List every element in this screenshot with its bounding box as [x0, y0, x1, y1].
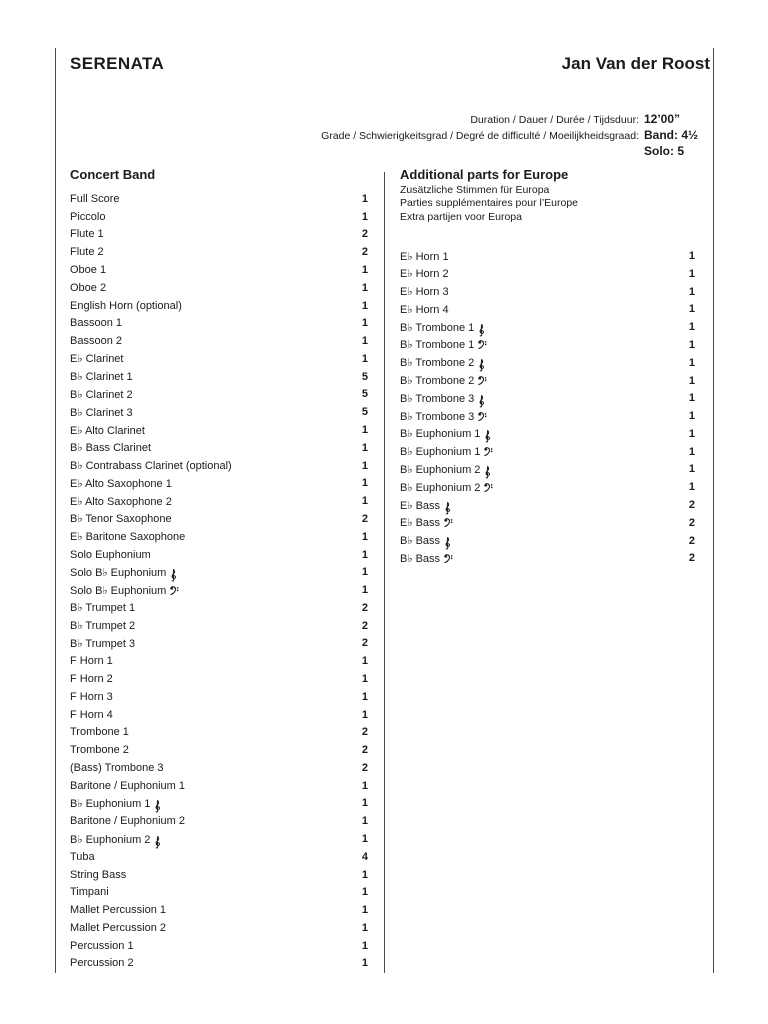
- instrument-row: [70, 528, 368, 546]
- instrument-label: Mallet Percussion 1: [70, 904, 166, 917]
- quantity: 2: [361, 637, 368, 650]
- instrument-row: [400, 532, 695, 550]
- concert-band-column: [70, 167, 368, 972]
- quantity: 1: [361, 459, 368, 472]
- instrument-row: [400, 478, 695, 496]
- instrument-row: [70, 421, 368, 439]
- quantity: 1: [688, 481, 695, 494]
- quantity: 1: [361, 833, 368, 846]
- instrument-label: Flute 1: [70, 228, 104, 241]
- instrument-row: [70, 795, 368, 813]
- instrument-label: B♭ Trombone 3: [400, 410, 475, 423]
- instrument-row: [70, 492, 368, 510]
- instrument-row: [70, 350, 368, 368]
- instrument-row: [70, 563, 368, 581]
- europe-parts-column: [400, 167, 695, 567]
- instrument-row: [400, 443, 695, 461]
- instrument-row: [400, 354, 695, 372]
- treble-clef-icon: [478, 395, 485, 408]
- instrument-label: Piccolo: [70, 210, 106, 223]
- quantity: 2: [688, 552, 695, 565]
- instrument-row: [70, 652, 368, 670]
- quantity: 2: [361, 619, 368, 632]
- quantity: 1: [688, 427, 695, 440]
- instrument-label: English Horn (optional): [70, 299, 182, 312]
- quantity: 1: [361, 317, 368, 330]
- duration-row: [100, 112, 710, 128]
- bass-clef-icon: [478, 412, 487, 421]
- quantity: 1: [688, 392, 695, 405]
- instrument-row: [70, 439, 368, 457]
- treble-clef-icon: [154, 836, 161, 849]
- quantity: 2: [361, 761, 368, 774]
- column-divider-rule: [384, 172, 385, 973]
- instrument-label: F Horn 3: [70, 690, 113, 703]
- instrument-row: [70, 688, 368, 706]
- treble-clef-icon: [484, 466, 491, 479]
- grade-band-value: Band: 4½: [644, 127, 699, 142]
- instrument-row: [400, 496, 695, 514]
- quantity: 4: [361, 850, 368, 863]
- quantity: 1: [361, 530, 368, 543]
- quantity: 1: [688, 321, 695, 334]
- quantity: 1: [688, 285, 695, 298]
- quantity: 1: [361, 548, 368, 561]
- quantity: 2: [688, 534, 695, 547]
- instrument-label: B♭ Trumpet 2: [70, 620, 136, 633]
- instrument-label: E♭ Horn 1: [400, 250, 449, 263]
- bass-clef-icon: [170, 586, 179, 595]
- instrument-label: B♭ Bass: [400, 552, 441, 565]
- instrument-row: [70, 243, 368, 261]
- instrument-label: Trombone 1: [70, 726, 129, 739]
- instrument-label: Mallet Percussion 2: [70, 921, 166, 934]
- treble-clef-icon: [478, 324, 485, 337]
- instrument-label: (Bass) Trombone 3: [70, 761, 164, 774]
- quantity: 1: [361, 264, 368, 277]
- instrument-label: B♭ Trombone 2: [400, 357, 475, 370]
- instrument-label: F Horn 4: [70, 708, 113, 721]
- treble-clef-icon: [484, 430, 491, 443]
- quantity: 1: [361, 690, 368, 703]
- quantity: 1: [361, 886, 368, 899]
- instrument-label: Solo B♭ Euphonium: [70, 584, 167, 597]
- instrument-row: [400, 336, 695, 354]
- instrument-row: [70, 848, 368, 866]
- quantity: 1: [688, 445, 695, 458]
- duration-value: 12’00”: [644, 112, 681, 126]
- instrument-label: B♭ Clarinet 3: [70, 406, 133, 419]
- instrument-label: E♭ Alto Saxophone 1: [70, 477, 172, 490]
- instrument-label: B♭ Clarinet 2: [70, 388, 133, 401]
- instrument-row: [70, 866, 368, 884]
- quantity: 1: [688, 374, 695, 387]
- grade-solo-value: Solo: 5: [644, 143, 685, 158]
- instrument-label: B♭ Euphonium 2: [70, 833, 151, 846]
- instrument-row: [70, 297, 368, 315]
- instrument-label: B♭ Trumpet 1: [70, 602, 136, 615]
- duration-label: Duration / Dauer / Durée / Tijdsduur:: [470, 114, 639, 126]
- quantity: 1: [361, 424, 368, 437]
- instrument-label: B♭ Bass: [400, 535, 441, 548]
- quantity: 1: [361, 566, 368, 579]
- instrument-label: Percussion 1: [70, 939, 134, 952]
- instrument-row: [70, 190, 368, 208]
- instrument-row: [70, 617, 368, 635]
- instrument-label: Baritone / Euphonium 1: [70, 779, 185, 792]
- instrument-row: [70, 777, 368, 795]
- instrument-row: [70, 332, 368, 350]
- europe-parts-list: [400, 247, 695, 567]
- instrument-row: [70, 314, 368, 332]
- instrument-row: [70, 670, 368, 688]
- instrument-row: [70, 226, 368, 244]
- quantity: 1: [361, 708, 368, 721]
- bass-clef-icon: [444, 554, 453, 563]
- instrument-row: [70, 723, 368, 741]
- instrument-label: E♭ Bass: [400, 499, 441, 512]
- instrument-label: B♭ Contrabass Clarinet (optional): [70, 460, 232, 473]
- instrument-label: Solo B♭ Euphonium: [70, 566, 167, 579]
- bass-clef-icon: [478, 340, 487, 349]
- quantity: 1: [688, 356, 695, 369]
- instrument-row: [70, 937, 368, 955]
- instrument-label: Oboe 1: [70, 264, 107, 277]
- instrument-label: E♭ Alto Clarinet: [70, 424, 145, 437]
- instrument-row: [400, 549, 695, 567]
- instrument-label: Trombone 2: [70, 744, 129, 757]
- instrument-label: E♭ Baritone Saxophone: [70, 531, 186, 544]
- instrument-label: B♭ Euphonium 2: [400, 463, 481, 476]
- instrument-label: String Bass: [70, 868, 127, 881]
- instrument-label: Bassoon 1: [70, 317, 122, 330]
- europe-subtitle-de: Zusätzliche Stimmen für Europa: [400, 184, 550, 196]
- instrument-row: [70, 741, 368, 759]
- quantity: 2: [361, 512, 368, 525]
- instrument-row: [400, 425, 695, 443]
- quantity: 1: [361, 957, 368, 970]
- concert-band-heading: Concert Band: [70, 167, 156, 182]
- instrument-label: F Horn 1: [70, 655, 113, 668]
- instrument-row: [70, 261, 368, 279]
- quantity: 1: [361, 477, 368, 490]
- quantity: 1: [361, 779, 368, 792]
- quantity: 1: [361, 868, 368, 881]
- instrument-label: Oboe 2: [70, 281, 107, 294]
- quantity: 1: [361, 939, 368, 952]
- bass-clef-icon: [484, 483, 493, 492]
- bass-clef-icon: [478, 376, 487, 385]
- quantity: 1: [361, 335, 368, 348]
- instrument-row: [70, 919, 368, 937]
- instrument-row: [400, 265, 695, 283]
- quantity: 2: [688, 499, 695, 511]
- quantity: 2: [688, 516, 695, 529]
- bass-clef-icon: [484, 447, 493, 456]
- work-info-block: [100, 112, 710, 159]
- quantity: 1: [361, 815, 368, 828]
- instrument-row: [70, 208, 368, 226]
- instrument-row: [70, 635, 368, 653]
- instrument-label: Full Score: [70, 192, 120, 205]
- instrument-label: B♭ Trumpet 3: [70, 637, 136, 650]
- instrument-label: Bassoon 2: [70, 335, 122, 348]
- quantity: 5: [361, 406, 368, 419]
- instrument-row: [70, 830, 368, 848]
- quantity: 2: [361, 228, 368, 241]
- quantity: 1: [361, 672, 368, 685]
- instrument-row: [70, 759, 368, 777]
- instrument-row: [70, 510, 368, 528]
- instrument-label: B♭ Trombone 1: [400, 321, 475, 334]
- grade-row: [100, 128, 710, 144]
- europe-parts-heading: Additional parts for Europe: [400, 167, 569, 182]
- instrument-row: [70, 457, 368, 475]
- quantity: 1: [688, 250, 695, 263]
- instrument-row: [70, 581, 368, 599]
- quantity: 1: [361, 441, 368, 454]
- instrument-label: Flute 2: [70, 246, 104, 259]
- quantity: 5: [361, 370, 368, 383]
- instrument-label: B♭ Euphonium 1: [400, 446, 481, 459]
- instrument-row: [400, 301, 695, 319]
- instrument-row: [70, 368, 368, 386]
- quantity: 1: [688, 338, 695, 351]
- instrument-label: E♭ Horn 4: [400, 303, 449, 316]
- instrument-label: Timpani: [70, 886, 109, 899]
- quantity: 1: [688, 303, 695, 316]
- quantity: 1: [361, 495, 368, 508]
- quantity: 1: [361, 797, 368, 810]
- instrument-row: [70, 403, 368, 421]
- quantity: 1: [688, 410, 695, 423]
- instrument-label: B♭ Tenor Saxophone: [70, 513, 172, 526]
- instrument-label: Baritone / Euphonium 2: [70, 815, 185, 828]
- quantity: 2: [361, 726, 368, 739]
- quantity: 1: [361, 281, 368, 294]
- instrument-label: Solo Euphonium: [70, 548, 151, 561]
- grade-label: Grade / Schwierigkeitsgrad / Degré de difficulté / Moeilijkheidsgraad:: [321, 129, 639, 142]
- instrument-label: B♭ Trombone 3: [400, 392, 475, 405]
- quantity: 2: [361, 744, 368, 757]
- solo-grade-row: [100, 144, 710, 160]
- instrument-label: B♭ Trombone 2: [400, 375, 475, 388]
- instrument-row: [70, 812, 368, 830]
- instrument-row: [400, 283, 695, 301]
- quantity: 2: [361, 601, 368, 614]
- quantity: 1: [361, 192, 368, 205]
- instrument-label: E♭ Clarinet: [70, 353, 124, 366]
- instrument-label: E♭ Bass: [400, 517, 441, 530]
- instrument-row: [70, 386, 368, 404]
- quantity: 1: [361, 584, 368, 597]
- instrument-row: [400, 461, 695, 479]
- quantity: 1: [361, 352, 368, 365]
- quantity: 1: [361, 904, 368, 917]
- right-page-rule: [713, 48, 714, 973]
- europe-subtitle-fr: Parties supplémentaires pour l’Europe: [400, 197, 579, 210]
- instrument-label: B♭ Euphonium 2: [400, 481, 481, 494]
- instrument-row: [70, 475, 368, 493]
- left-page-rule: [55, 48, 56, 973]
- concert-band-list: [70, 190, 368, 972]
- quantity: 1: [361, 299, 368, 312]
- treble-clef-icon: [170, 569, 177, 582]
- quantity: 1: [688, 463, 695, 476]
- treble-clef-icon: [478, 359, 485, 372]
- spacer: [400, 224, 695, 247]
- instrument-label: E♭ Horn 2: [400, 268, 449, 281]
- treble-clef-icon: [154, 800, 161, 813]
- instrument-label: E♭ Horn 3: [400, 286, 449, 299]
- instrument-row: [400, 389, 695, 407]
- instrument-row: [70, 901, 368, 919]
- instrument-row: [400, 318, 695, 336]
- instrument-row: [400, 372, 695, 390]
- quantity: 2: [361, 246, 368, 259]
- quantity: 1: [361, 210, 368, 223]
- quantity: 1: [688, 267, 695, 280]
- instrument-row: [70, 279, 368, 297]
- treble-clef-icon: [444, 502, 451, 515]
- europe-subtitle-nl: Extra partijen voor Europa: [400, 210, 522, 223]
- instrument-label: Tuba: [70, 850, 95, 863]
- quantity: 1: [361, 655, 368, 668]
- quantity: 1: [361, 921, 368, 934]
- instrument-label: E♭ Alto Saxophone 2: [70, 495, 172, 508]
- treble-clef-icon: [444, 537, 451, 550]
- instrument-label: B♭ Euphonium 1: [70, 797, 151, 810]
- instrument-label: B♭ Euphonium 1: [400, 428, 481, 441]
- instrument-row: [70, 599, 368, 617]
- instrument-row: [70, 955, 368, 973]
- bass-clef-icon: [444, 518, 453, 527]
- instrument-label: B♭ Trombone 1: [400, 339, 475, 352]
- instrument-row: [70, 883, 368, 901]
- work-title: SERENATA: [70, 54, 165, 73]
- instrument-label: F Horn 2: [70, 672, 113, 685]
- instrument-row: [70, 706, 368, 724]
- instrument-row: [400, 407, 695, 425]
- instrument-label: B♭ Clarinet 1: [70, 371, 133, 384]
- instrument-label: Percussion 2: [70, 957, 134, 970]
- instrument-row: [400, 514, 695, 532]
- instrument-row: [70, 546, 368, 564]
- quantity: 5: [361, 388, 368, 401]
- instrument-label: B♭ Bass Clarinet: [70, 442, 151, 455]
- composer-name: Jan Van der Roost: [561, 54, 710, 73]
- instrument-row: [400, 247, 695, 265]
